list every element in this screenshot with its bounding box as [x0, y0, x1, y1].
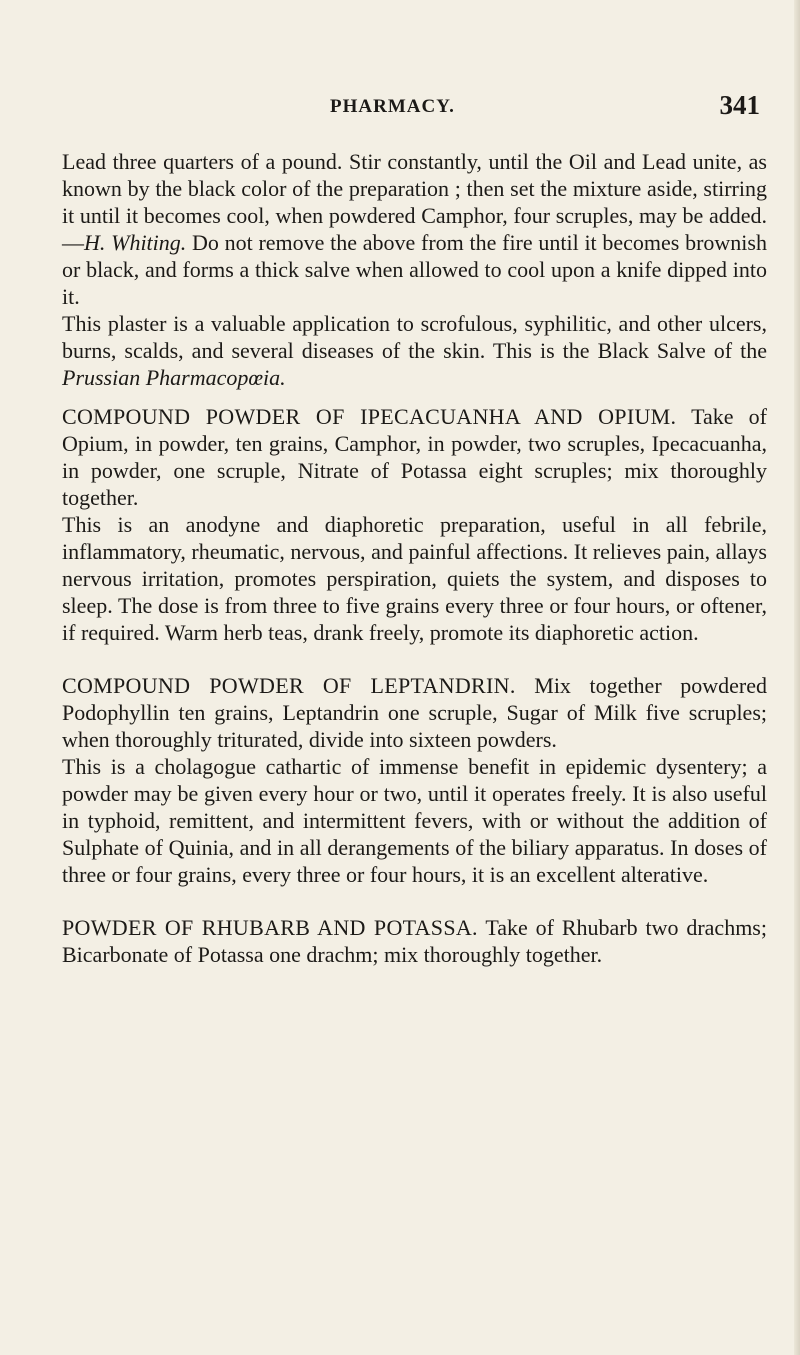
paragraph-black-salve-uses [62, 310, 767, 391]
paragraph-ipecac-opium-uses [62, 511, 767, 646]
paragraph-gap [62, 646, 767, 672]
paragraph-text: This is an anodyne and diaphoretic preparation, useful in all febrile, inflammatory, rheumatic, nervous, and painful affections. It relieves pain, allays nervous irritation, promotes perspiration, quiets the system, and disposes to sleep. The dose is from three to five grains every three or four hours, or oftener, if required. Warm herb teas, drank freely, promote its diaphoretic action. [62, 512, 767, 645]
paragraph-text: Do not remove the above from the fire until it becomes brownish or black, and forms a thick salve when allowed to cool upon a knife dipped into it. [62, 230, 767, 309]
paragraph-text: This plaster is a valuable application to scrofulous, syphilitic, and other ulcers, burns, scalds, and several diseases of the skin. This is the Black Salve of the [62, 311, 767, 363]
paragraph-text: Take of Rhubarb two drachms; Bicarbonate of Potassa one drachm; mix thoroughly together. [62, 915, 767, 967]
author-credit: H. Whiting. [84, 230, 187, 255]
paragraph-gap [62, 391, 767, 403]
running-title: PHARMACY. [330, 96, 455, 117]
paragraph-leptandrin-uses [62, 753, 767, 888]
page-edge [794, 0, 800, 1355]
running-head [60, 90, 760, 146]
paragraph-text: Lead three quarters of a pound. Stir constantly, until the Oil and Lead unite, as known by the black color of the preparation ; then set the mixture aside, stirring it until it becomes cool, when powdered Camphor, four scruples, may be added.— [62, 149, 767, 255]
paragraph-black-salve-method [62, 148, 767, 310]
recipe-heading: COMPOUND POWDER OF LEPTANDRIN. [62, 673, 516, 698]
recipe-heading: POWDER OF RHUBARB AND POTASSA. [62, 915, 478, 940]
pharmacopoeia-reference: Prussian Pharmacopœia. [62, 365, 286, 390]
paragraph-text: Mix together powdered Podophyllin ten grains, Leptandrin one scruple, Sugar of Milk five scruples; when thoroughly triturated, divide into sixteen powders. [62, 673, 768, 752]
recipe-heading: COMPOUND POWDER OF IPECACUANHA AND OPIUM. [62, 404, 677, 429]
paragraph-ipecac-opium-recipe [62, 403, 767, 511]
paragraph-text: Take of Opium, in powder, ten grains, Camphor, in powder, two scruples, Ipecacuanha, in powder, one scruple, Nitrate of Potassa eight scruples; mix thoroughly together. [62, 404, 767, 510]
paragraph-rhubarb-potassa-recipe [62, 914, 767, 968]
page-body [62, 148, 767, 968]
paragraph-leptandrin-recipe [62, 672, 767, 753]
paragraph-gap [62, 888, 767, 914]
paragraph-text: This is a cholagogue cathartic of immense benefit in epidemic dysentery; a powder may be given every hour or two, until it operates freely. It is also useful in typhoid, remittent, and intermittent fevers, with or without the addition of Sulphate of Quinia, and in all derangements of the biliary apparatus. In doses of three or four grains, every three or four hours, it is an excellent alterative. [62, 754, 767, 887]
page-number: 341 [719, 90, 760, 120]
